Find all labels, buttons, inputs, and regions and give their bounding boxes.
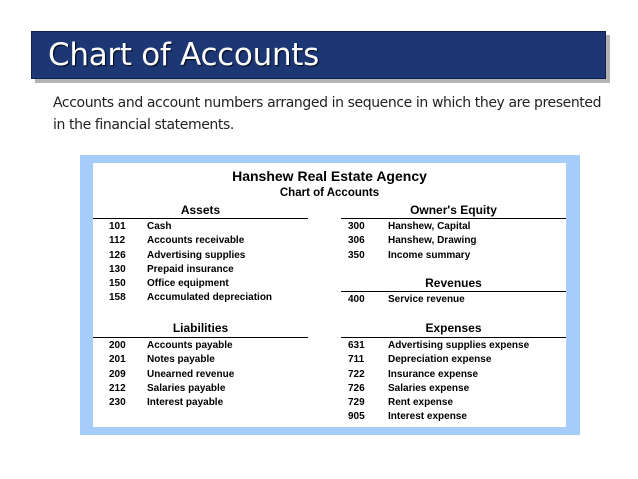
company-name: Hanshew Real Estate Agency [232,168,427,184]
title-bar [31,31,606,79]
slide-title: Chart of Accounts [48,37,319,73]
account-name: Notes payable [147,354,215,366]
account-row [341,235,566,249]
section-title-revenues: Revenues [425,276,482,290]
account-number: 158 [109,292,126,304]
account-number: 230 [109,397,126,409]
account-row [341,397,566,411]
account-number: 400 [348,294,365,305]
assets-list [93,221,323,307]
account-name: Office equipment [147,278,229,290]
section-divider-revenues [341,291,566,292]
chart-frame [80,155,580,435]
chart-of-accounts-table [93,163,566,427]
account-number: 350 [348,249,365,261]
account-number: 101 [109,221,126,232]
account-row [93,221,323,235]
account-row [93,250,323,264]
account-name: Prepaid insurance [147,263,234,275]
section-divider-assets [93,218,308,219]
account-name: Interest payable [147,397,224,409]
account-row [341,383,566,397]
account-number: 209 [109,368,126,380]
account-row [93,292,323,306]
account-number: 905 [348,411,365,423]
account-row [341,221,566,235]
section-title-liabilities: Liabilities [172,321,229,335]
account-row [93,354,323,368]
account-number: 150 [109,278,126,290]
account-name: Interest expense [388,411,467,423]
account-row [341,354,566,368]
account-name: Hanshew, Capital [388,221,471,232]
account-row [93,264,323,278]
account-row [341,411,566,425]
account-name: Hanshew, Drawing [388,235,477,247]
liabilities-list [93,340,323,411]
account-name: Accounts payable [147,340,233,351]
account-name: Rent expense [388,397,454,409]
section-divider-liabilities [93,337,308,338]
section-divider-owners-equity [341,218,566,219]
account-number: 726 [348,382,365,394]
account-name: Insurance expense [388,368,479,380]
account-name: Salaries expense [388,382,470,394]
section-title-assets: Assets [180,203,221,217]
account-row [341,369,566,383]
account-number: 631 [348,340,365,351]
account-number: 200 [109,340,126,351]
account-row [93,340,323,354]
expenses-list [341,340,566,426]
account-name: Cash [147,221,172,232]
section-title-owners-equity: Owner's Equity [410,203,497,217]
account-row [93,235,323,249]
slide-subtitle: Accounts and account numbers arranged in sequence in which they are presented in the financial statements. [53,95,602,133]
account-number: 729 [348,397,365,409]
account-row [93,278,323,292]
account-row [93,383,323,397]
account-name: Depreciation expense [388,354,492,366]
account-row [93,369,323,383]
section-title-expenses: Expenses [425,321,482,335]
account-name: Accounts receivable [147,235,245,247]
account-number: 130 [109,263,126,275]
account-number: 112 [109,235,126,247]
account-name: Accumulated depreciation [147,292,273,304]
account-name: Salaries payable [147,382,226,394]
account-row [341,250,566,264]
account-number: 212 [109,382,126,394]
table-heading: Chart of Accounts [279,187,380,199]
account-number: 126 [109,249,126,261]
account-row [341,340,566,354]
revenues-list [341,294,566,308]
account-number: 711 [348,354,365,366]
account-number: 201 [109,354,126,366]
account-name: Unearned revenue [147,368,235,380]
account-row [341,294,566,308]
account-name: Advertising supplies [147,249,246,261]
account-name: Advertising supplies expense [388,340,530,351]
account-number: 306 [348,235,365,247]
section-divider-expenses [341,337,566,338]
account-name: Income summary [388,249,471,261]
account-row [93,397,323,411]
account-name: Service revenue [388,294,465,305]
account-number: 300 [348,221,365,232]
owners-equity-list [341,221,566,264]
account-number: 722 [348,368,365,380]
